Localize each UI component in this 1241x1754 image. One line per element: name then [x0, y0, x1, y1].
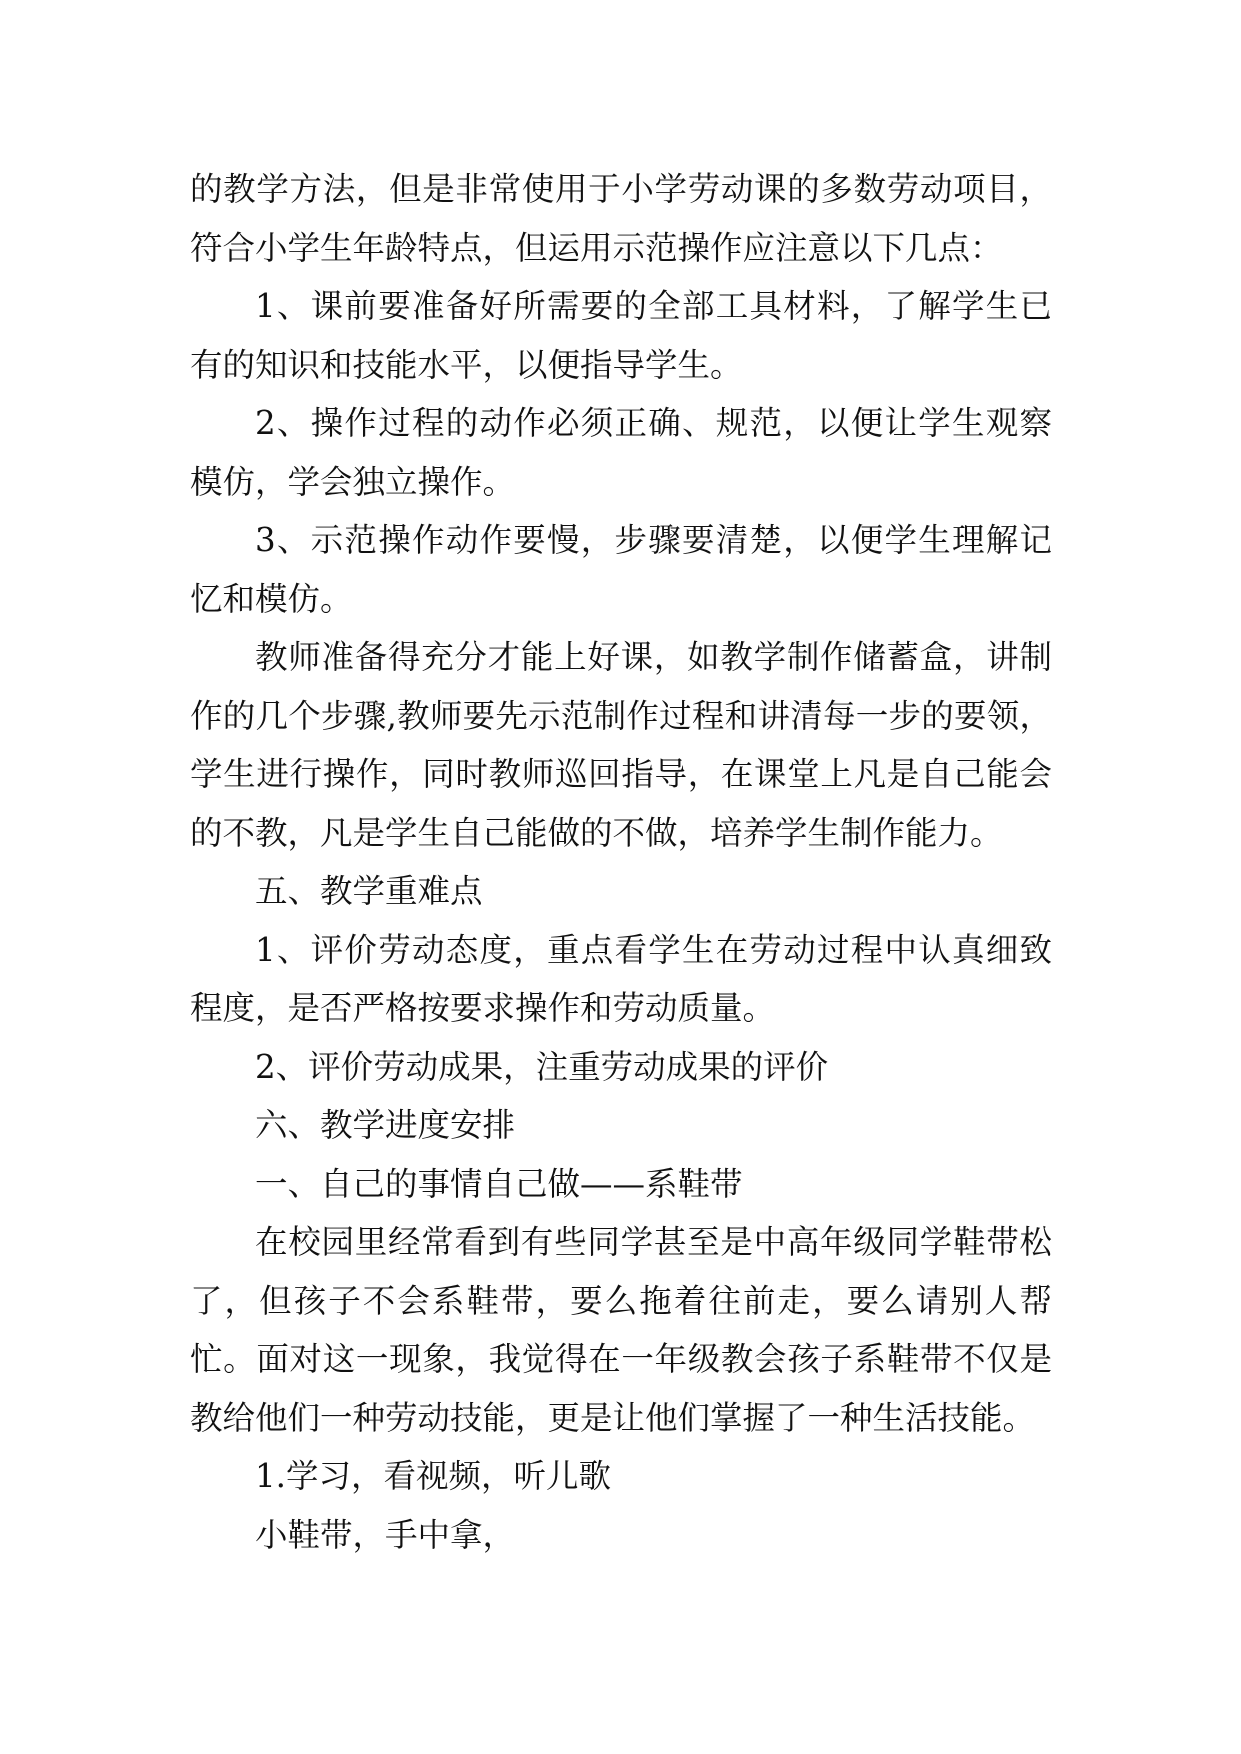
section-heading-key-points: 五、教学重难点	[255, 872, 483, 910]
paragraph-evaluate-results: 2、评价劳动成果，注重劳动成果的评价	[255, 1047, 829, 1086]
paragraph-learn-video: 1.学习，看视频，听儿歌	[255, 1457, 612, 1495]
paragraph-teacher-preparation: 教师准备得充分才能上好课，如教学制作储蓄盒，讲制作的几个步骤,教师要先示范制作过程和讲清每一步的要领，学生进行操作，同时教师巡回指导，在课堂上凡是自己能会的不教，凡是学生自己能做的不做，培养学生制作能力。	[190, 638, 1052, 852]
paragraph-item-2: 2、操作过程的动作必须正确、规范，以便让学生观察模仿，学会独立操作。	[190, 404, 1052, 501]
paragraph-rhyme-line: 小鞋带，手中拿，	[255, 1515, 516, 1554]
paragraph-item-1: 1、课前要准备好所需要的全部工具材料，了解学生已有的知识和技能水平，以便指导学生。	[190, 287, 1052, 384]
paragraph-shoelace-observation: 在校园里经常看到有些同学甚至是中高年级同学鞋带松了，但孩子不会系鞋带，要么拖着往前走，要么请别人帮忙。面对这一现象，我觉得在一年级教会孩子系鞋带不仅是教给他们一种劳动技能，更是让他们掌握了一种生活技能。	[190, 1223, 1052, 1437]
document-body	[190, 160, 1052, 1564]
paragraph-evaluate-attitude: 1、评价劳动态度，重点看学生在劳动过程中认真细致程度，是否严格按要求操作和劳动质量。	[190, 930, 1052, 1027]
paragraph-continuation: 的教学方法，但是非常使用于小学劳动课的多数劳动项目，符合小学生年龄特点，但运用示范操作应注意以下几点：	[190, 170, 1052, 267]
section-heading-schedule: 六、教学进度安排	[255, 1106, 516, 1144]
paragraph-item-3: 3、示范操作动作要慢，步骤要清楚，以便学生理解记忆和模仿。	[190, 521, 1052, 618]
subsection-heading-shoelace: 一、自己的事情自己做——系鞋带	[255, 1164, 743, 1203]
